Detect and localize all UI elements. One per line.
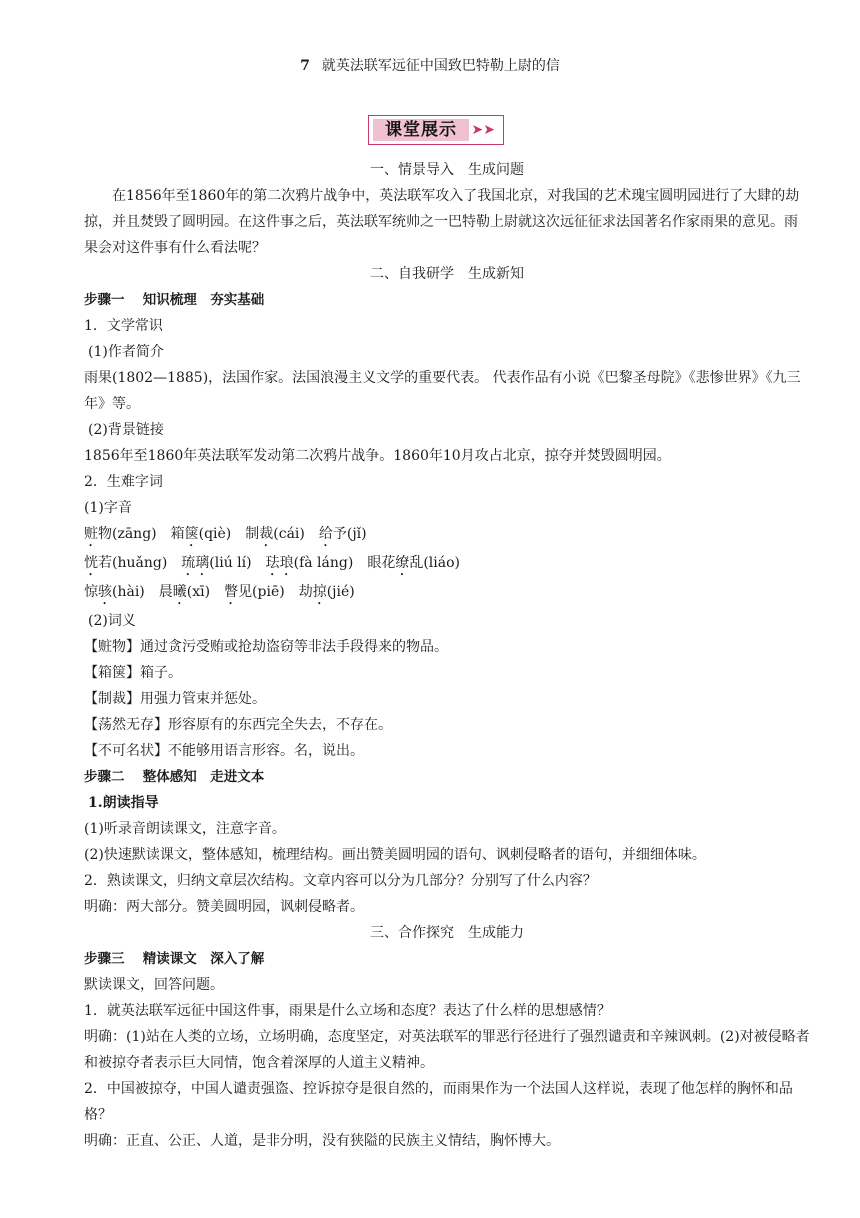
- sub4-meaning: (2)词义: [88, 613, 136, 629]
- pronunciation-word: [171, 526, 232, 542]
- emphasized-char: 珐琅: [265, 555, 294, 571]
- step2-heading: 步骤二 整体感知 走进文本: [84, 769, 265, 785]
- definition-item: 【荡然无存】形容原有的东西完全失去，不存在。: [84, 717, 392, 733]
- section3-intro: 默读课文，回答问题。: [84, 977, 224, 993]
- word-part: 晨: [158, 584, 173, 600]
- answer-1: 明确：(1)站在人类的立场，立场明确，态度坚定，对英法联军的罪恶行径进行了强烈谴责和辛辣讽刺。(2)对被侵略者和被掠夺者表示巨大同情，饱含着深厚的人道主义精神。: [84, 1029, 810, 1071]
- pronunciation-list: [84, 521, 810, 608]
- word-part: (jié): [326, 584, 355, 600]
- double-arrow-icon: ➤➤: [471, 122, 495, 138]
- author-text: 雨果(1802—1885)，法国作家。法国浪漫主义文学的重要代表。 代表作品有小说《巴黎圣母院》《悲惨世界》《九三年》等。: [84, 370, 801, 412]
- pronunciation-word: [84, 584, 145, 600]
- word-part: 予(jǐ): [332, 526, 367, 542]
- word-part: 眼花: [367, 555, 396, 571]
- pronunciation-word: [266, 555, 354, 571]
- pronunciation-word: [319, 526, 367, 542]
- definition-item: 【赃物】通过贪污受贿或抢劫盗窃等非法手段得来的物品。: [84, 639, 448, 655]
- word-part: 惊: [84, 584, 98, 600]
- emphasized-char: 给: [318, 526, 333, 542]
- pronunciation-word: [181, 555, 251, 571]
- word-part: (qiè): [198, 526, 232, 542]
- emphasized-char: 裁: [259, 526, 274, 542]
- word-part: 劫: [298, 584, 313, 600]
- background-text: 1856年至1860年英法联军发动第二次鸦片战争。1860年10月攻占北京，掠夺并焚毁圆明园。: [84, 448, 671, 464]
- word-part: 制: [245, 526, 260, 542]
- reading-guide-1: (1)听录音朗读课文，注意字音。: [84, 821, 286, 837]
- definition-item: 【箱箧】箱子。: [84, 665, 182, 681]
- question-1: 1．就英法联军远征中国这件事，雨果是什么立场和态度？表达了什么样的思想感情？: [84, 1003, 611, 1019]
- pronunciation-word: [159, 584, 210, 600]
- pronunciation-word: [367, 555, 460, 571]
- sub1-author-intro: (1)作者简介: [88, 344, 164, 360]
- pronunciation-word: [84, 555, 167, 571]
- step3-heading: 步骤三 精读课文 深入了解: [84, 951, 265, 967]
- word-part: (xī): [186, 584, 211, 600]
- definition-item: 【不可名状】不能够用语言形容。名，说出。: [84, 743, 364, 759]
- item1-title: 1．文学常识: [84, 318, 163, 334]
- pronunciation-row: [84, 550, 810, 579]
- pronunciation-word: [299, 584, 355, 600]
- emphasized-char: 箧: [184, 526, 199, 542]
- emphasized-char: 缭: [395, 555, 410, 571]
- structure-question: 2．熟读课文，归纳文章层次结构。文章内容可以分为几部分？分别写了什么内容？: [84, 873, 597, 889]
- pronunciation-word: [84, 526, 157, 542]
- emphasized-char: 琉璃: [181, 555, 210, 571]
- emphasized-char: 恍: [84, 555, 98, 571]
- step1-heading: 步骤一 知识梳理 夯实基础: [84, 292, 265, 308]
- word-part: (liú lí): [209, 555, 252, 571]
- pronunciation-word: [245, 526, 305, 542]
- reading-guide-title: 1.朗读指导: [88, 795, 159, 811]
- section-banner: [368, 115, 504, 145]
- word-part: (cái): [273, 526, 305, 542]
- item2-title: 2．生难字词: [84, 474, 163, 490]
- section3-heading: 三、合作探究 生成能力: [370, 925, 524, 941]
- lesson-title: 就英法联军远征中国致巴特勒上尉的信: [321, 58, 560, 74]
- word-part: 乱(liáo): [409, 555, 460, 571]
- emphasized-char: 瞥: [224, 584, 239, 600]
- reading-guide-2: (2)快速默读课文，整体感知，梳理结构。画出赞美圆明园的语句、讽刺侵略者的语句，并细细体味。: [84, 847, 706, 863]
- word-part: (fà láng): [293, 555, 354, 571]
- word-part: (hài): [112, 584, 145, 600]
- emphasized-char: 掠: [312, 584, 327, 600]
- word-part: 物(zāng): [98, 526, 157, 542]
- structure-answer: 明确：两大部分。赞美圆明园，讽刺侵略者。: [84, 899, 364, 915]
- word-part: 箱: [170, 526, 185, 542]
- emphasized-char: 赃: [84, 526, 98, 542]
- lesson-title-line: [0, 56, 860, 76]
- document-body: [84, 157, 810, 1154]
- pronunciation-row: [84, 521, 810, 550]
- section1-heading: 一、情景导入 生成问题: [370, 162, 524, 178]
- sub2-background: (2)背景链接: [88, 422, 164, 438]
- sub3-pronunciation: (1)字音: [84, 500, 132, 516]
- emphasized-char: 骇: [98, 584, 112, 600]
- pronunciation-row: [84, 579, 810, 608]
- section2-heading: 二、自我研学 生成新知: [370, 266, 524, 282]
- definition-item: 【制裁】用强力管束并惩处。: [84, 691, 266, 707]
- banner-label: 课堂展示: [373, 119, 469, 141]
- question-2: 2．中国被掠夺，中国人谴责强盗、控诉掠夺是很自然的，而雨果作为一个法国人这样说，表现了他怎样的胸怀和品格？: [84, 1081, 793, 1123]
- emphasized-char: 曦: [172, 584, 187, 600]
- lesson-number: 7: [300, 58, 310, 74]
- pronunciation-word: [224, 584, 285, 600]
- answer-2: 明确：正直、公正、人道，是非分明，没有狭隘的民族主义情结，胸怀博大。: [84, 1133, 560, 1149]
- word-part: 见(piē): [238, 584, 285, 600]
- section1-paragraph: 在1856年至1860年的第二次鸦片战争中，英法联军攻入了我国北京，对我国的艺术瑰宝圆明园进行了大肆的劫掠，并且焚毁了圆明园。在这件事之后，英法联军统帅之一巴特勒上尉就这次远征征求法国著名作家雨果的意见。雨果会对这件事有什么看法呢？: [84, 188, 800, 256]
- word-part: 若(huǎng): [98, 555, 168, 571]
